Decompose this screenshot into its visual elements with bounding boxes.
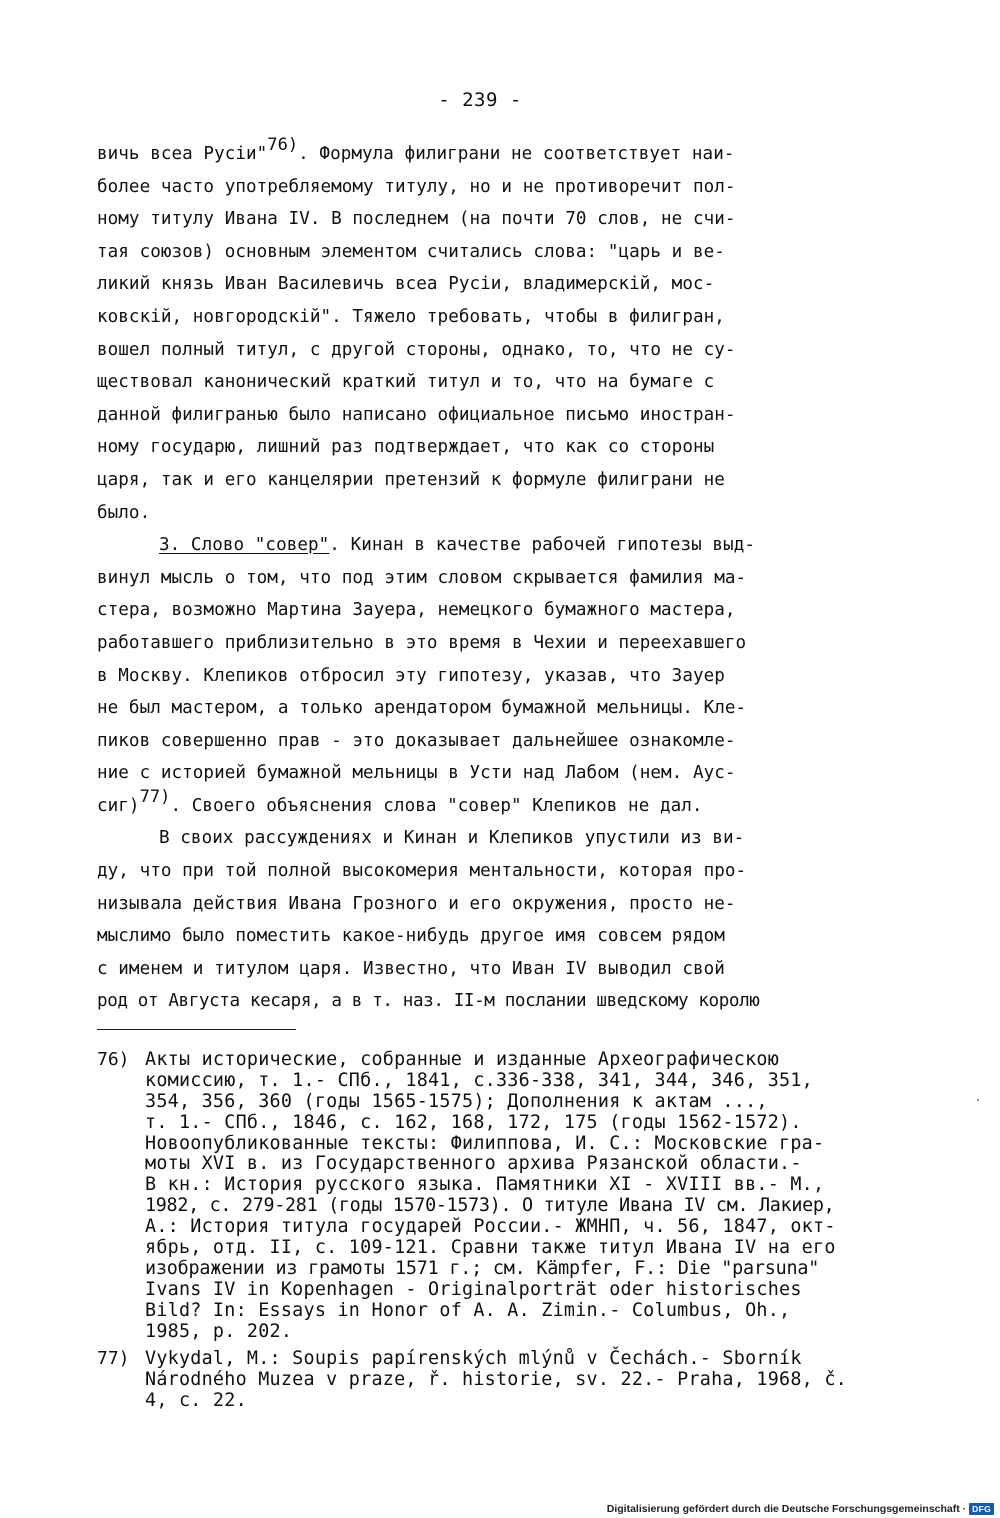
footnote-line: изображении из грамоты 1571 г.; см. Kämpfer, F.: Die "parsuna" bbox=[145, 1257, 820, 1279]
footnotes bbox=[97, 1050, 917, 1419]
text-line: низывала действия Ивана Грозного и его окружения, просто не- bbox=[97, 893, 736, 914]
text-line: 3. Слово "совер". Кинан в качестве рабочей гипотезы выд- bbox=[159, 535, 755, 556]
footnote-line: Ivans IV in Kopenhagen - Originalporträt oder historisches bbox=[145, 1278, 802, 1300]
footnote-line: А.: История титула государей России.- ЖМНП, ч. 56, 1847, окт- bbox=[145, 1216, 836, 1238]
credit-text: Digitalisierung gefördert durch die Deutsche Forschungsgemeinschaft · bbox=[606, 1503, 967, 1515]
text-line: мыслимо было поместить какое-нибудь другое имя совсем рядом bbox=[97, 926, 725, 947]
footnote-line: т. 1.- СПб., 1846, с. 162, 168, 172, 175 (годы 1562-1572). bbox=[145, 1111, 802, 1133]
text-line: более часто употребляемому титулу, но и не противоречит пол- bbox=[97, 176, 736, 197]
text-line: ние с историей бумажной мельницы в Усти над Лабом (нем. Аус- bbox=[97, 763, 736, 784]
footnote-line: Акты исторические, собранные и изданные Археографическою bbox=[145, 1049, 780, 1070]
section-heading: 3. Слово "совер" bbox=[159, 535, 330, 556]
text-line: работавшего приблизительно в это время в Чехии и переехавшего bbox=[97, 632, 747, 653]
footnote-ref-76[interactable]: 76) bbox=[267, 135, 299, 155]
footnote-line: Bild? In: Essays in Honor of A. A. Zimin.- Columbus, Oh., bbox=[145, 1299, 791, 1321]
footnote-line: комиссию, т. 1.- СПб., 1841, с.336-338, 341, 344, 346, 351, bbox=[145, 1069, 814, 1091]
text-line: В своих рассуждениях и Кинан и Клепиков упустили из ви- bbox=[159, 828, 745, 849]
dfg-logo: DFG bbox=[969, 1503, 994, 1515]
footnote-line: моты XVI в. из Государственного архива Рязанской области.- bbox=[145, 1153, 802, 1175]
footnote-line: 4, c. 22. bbox=[145, 1390, 247, 1412]
text-line: ковскій, новгородскій". Тяжело требовать, чтобы в филигран, bbox=[97, 306, 725, 327]
footnote-line: 1985, p. 202. bbox=[145, 1320, 293, 1342]
text-line: ду, что при той полной высокомерия ментальности, которая про- bbox=[97, 861, 747, 882]
footnote-divider bbox=[97, 1029, 296, 1030]
text-line: с именем и титулом царя. Известно, что Иван IV выводил свой bbox=[97, 958, 725, 979]
footnote-line: Vykydal, M.: Soupis papírenských mlýnů v Čechách.- Sborník bbox=[145, 1348, 802, 1370]
footnote-77 bbox=[97, 1349, 917, 1412]
text-line: ществовал канонический краткий титул и то, что на бумаге с bbox=[97, 372, 715, 393]
text-line: винул мысль о том, что под этим словом скрывается фамилия ма- bbox=[97, 567, 747, 588]
text-line: ликий князь Иван Василевичь всеа Русіи, владимерскій, мос- bbox=[97, 274, 715, 295]
text-line: было. bbox=[97, 502, 151, 523]
footnote-line: 354, 356, 360 (годы 1565-1575); Дополнения к актам ..., bbox=[145, 1090, 768, 1112]
main-text bbox=[97, 135, 887, 1018]
footnote-line: 1982, с. 279-281 (годы 1570-1573). О титуле Ивана IV см. Лакиер, bbox=[145, 1195, 835, 1217]
footnote-line: Новоопубликованные тексты: Филиппова, И. С.: Московские гра- bbox=[145, 1132, 825, 1154]
text-line: стера, возможно Мартина Зауера, немецкого бумажного мастера, bbox=[97, 600, 736, 621]
text-line: род от Августа кесаря, а в т. наз. II-м послании шведскому королю bbox=[97, 991, 760, 1012]
footnote-number: 77) bbox=[97, 1348, 130, 1370]
footnote-line: ябрь, отд. II, с. 109-121. Сравни также титул Ивана IV на его bbox=[145, 1237, 836, 1259]
text-line: не был мастером, а только арендатором бумажной мельницы. Кле- bbox=[97, 698, 747, 719]
text-line: ному титулу Ивана IV. В последнем (на почти 70 слов, не счи- bbox=[97, 209, 736, 230]
digitization-credit bbox=[607, 1503, 994, 1515]
page-number: - 239 - bbox=[438, 89, 522, 111]
text-line: вичь всеа Русіи"$^{76)}$. Формула филиграни не соответствует наи- bbox=[97, 135, 735, 164]
text-line: вошел полный титул, с другой стороны, однако, то, что не су- bbox=[97, 339, 736, 360]
text-line: ному государю, лишний раз подтверждает, что как со стороны bbox=[97, 437, 715, 458]
text-line: сиг)$^{77)}$. Своего объяснения слова "совер" Клепиков не дал. bbox=[97, 786, 703, 816]
footnote-76 bbox=[97, 1050, 917, 1342]
text-line: царя, так и его канцелярии претензий к формуле филиграни не bbox=[97, 469, 725, 490]
scan-speck bbox=[977, 1099, 979, 1101]
footnote-ref-77[interactable]: 77) bbox=[139, 786, 171, 807]
text-line: пиков совершенно прав - это доказывает дальнейшее ознакомле- bbox=[97, 730, 736, 751]
footnote-number: 76) bbox=[97, 1049, 130, 1070]
text-line: в Москву. Клепиков отбросил эту гипотезу, указав, что Зауер bbox=[97, 665, 725, 686]
text-line: данной филигранью было написано официальное письмо иностран- bbox=[97, 404, 736, 425]
footnote-line: Národného Muzea v praze, ř. historie, sv. 22.- Praha, 1968, č. bbox=[145, 1369, 847, 1391]
footnote-line: В кн.: История русского языка. Памятники XI - XVIII вв.- М., bbox=[145, 1174, 825, 1196]
text-line: тая союзов) основным элементом считались слова: "царь и ве- bbox=[97, 241, 725, 262]
